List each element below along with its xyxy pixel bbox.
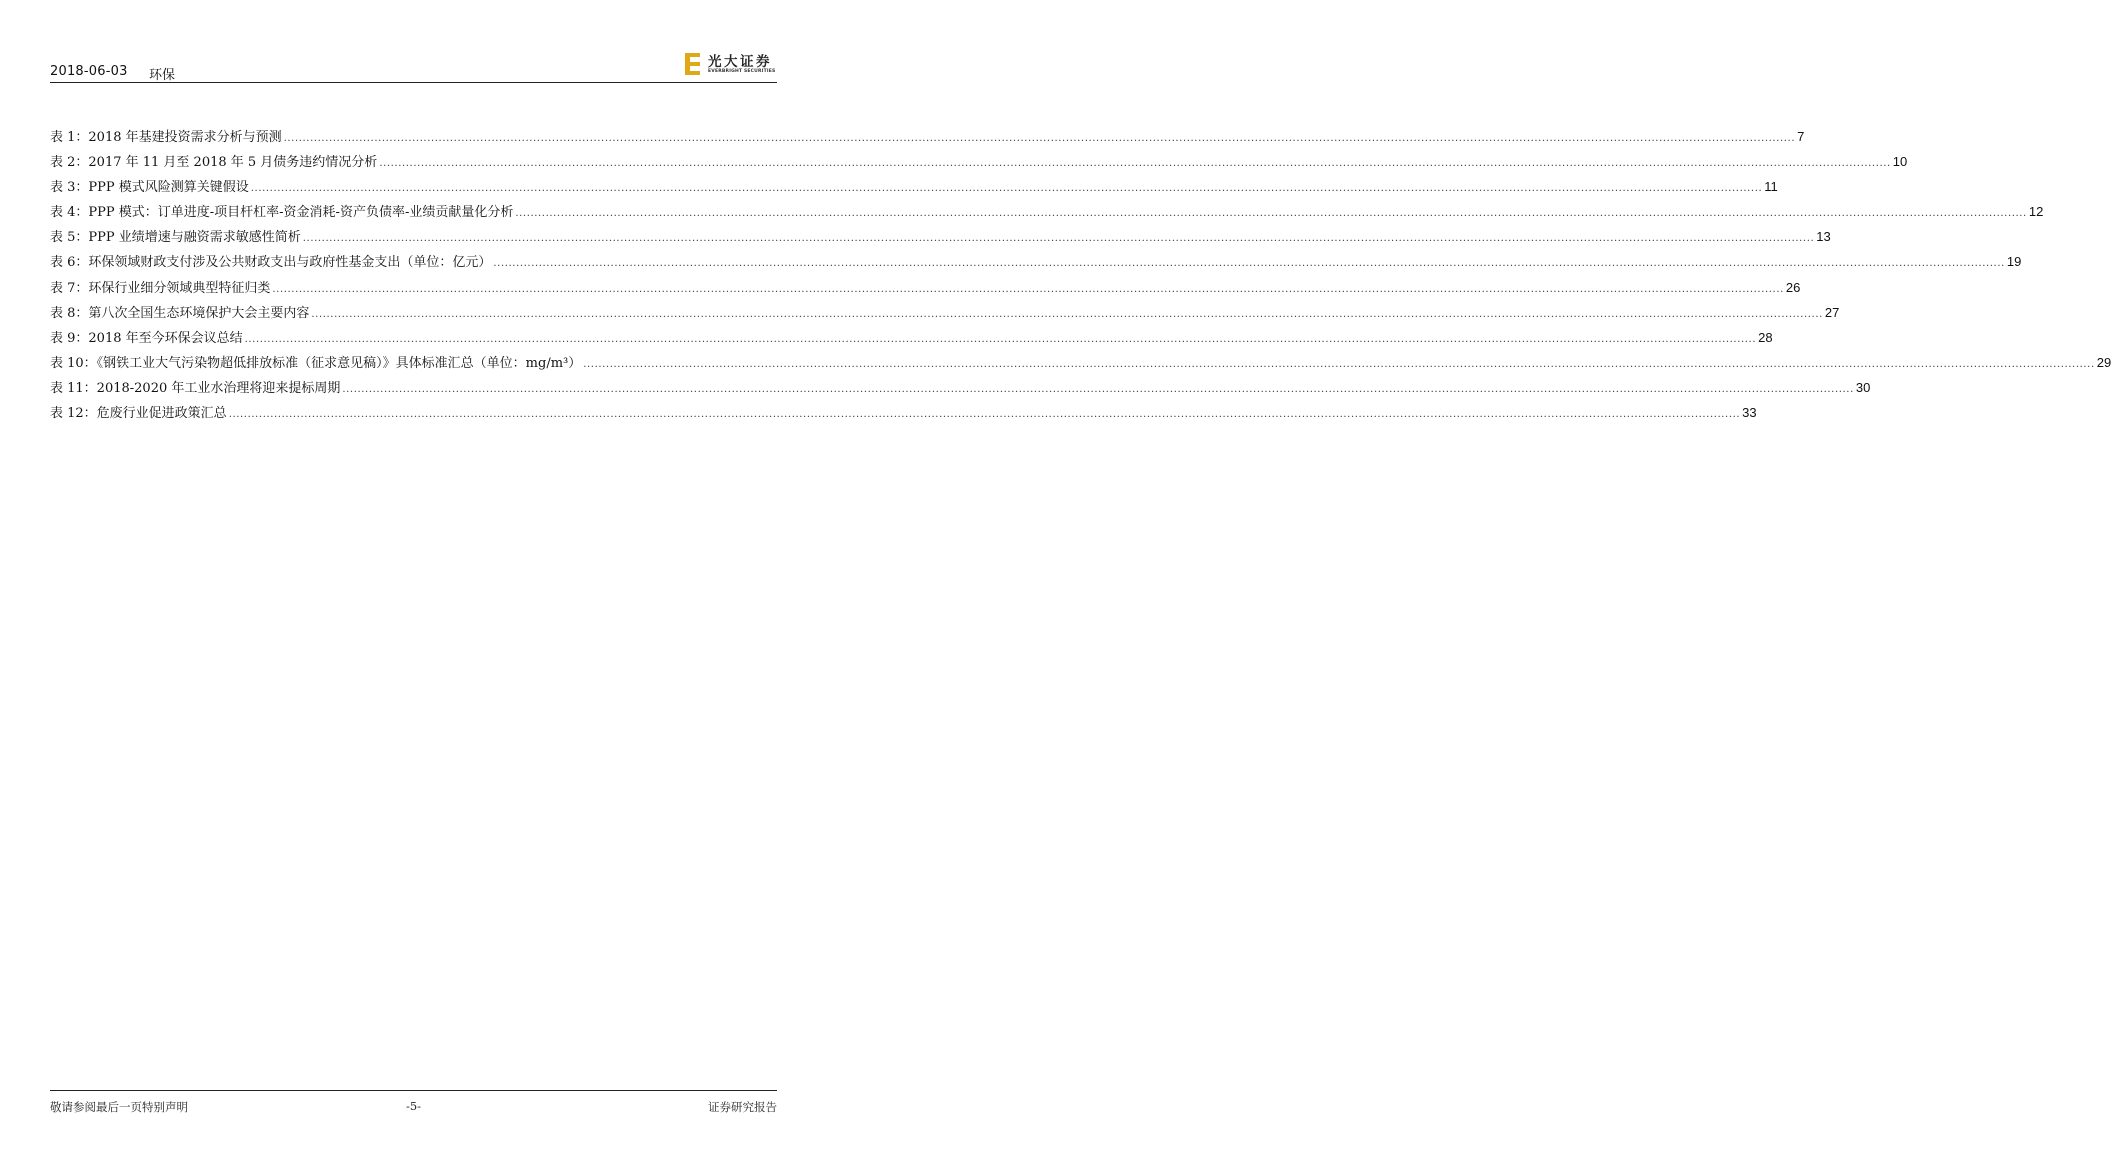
toc-dot-leader: ................................................................................................................................................................................................................................................................................................................................................................................................................	[250, 183, 1763, 195]
toc-entry-label: 表 3：PPP 模式风险测算关键假设	[50, 180, 249, 196]
toc-entry-label: 表 5：PPP 业绩增速与融资需求敏感性简析	[50, 230, 301, 246]
toc-entry[interactable]	[50, 302, 1840, 327]
logo-text-en: EVERBRIGHT SECURITIES	[708, 69, 776, 74]
page-header	[50, 54, 777, 83]
toc-dot-leader: ................................................................................................................................................................................................................................................................................................................................................................................................................	[283, 133, 1796, 144]
toc-dot-leader: ................................................................................................................................................................................................................................................................................................................................................................................................................	[302, 233, 1815, 245]
toc-entry[interactable]	[50, 176, 1778, 201]
toc-entry-label: 表 7：环保行业细分领域典型特征归类	[50, 280, 271, 296]
toc-dot-leader: ................................................................................................................................................................................................................................................................................................................................................................................................................	[228, 409, 1741, 421]
toc-dot-leader: ................................................................................................................................................................................................................................................................................................................................................................................................................	[311, 308, 1823, 320]
toc-entry-label: 表 9：2018 年至今环保会议总结	[50, 330, 243, 346]
toc-dot-leader: ................................................................................................................................................................................................................................................................................................................................................................................................................	[272, 283, 1784, 295]
toc-entry-page: 26	[1785, 279, 1801, 295]
toc-entry-label: 表 8：第八次全国生态环境保护大会主要内容	[50, 305, 310, 321]
toc-entry[interactable]	[50, 277, 1801, 302]
toc-entry-label: 表 11：2018-2020 年工业水治理将迎来提标周期	[50, 380, 341, 396]
report-category: 环保	[149, 68, 176, 83]
toc-entry-label: 表 10：《钢铁工业大气污染物超低排放标准（征求意见稿）》具体标准汇总（单位：mg/m³）	[50, 355, 582, 371]
report-date: 2018-06-03	[50, 64, 128, 79]
toc-dot-leader: ................................................................................................................................................................................................................................................................................................................................................................................................................	[244, 333, 1757, 345]
table-of-tables	[50, 126, 2111, 427]
toc-entry-page: 33	[1742, 405, 1757, 421]
toc-entry-page: 12	[2028, 204, 2044, 220]
toc-entry-label: 表 4：PPP 模式：订单进度-项目杆杠率-资金消耗-资产负债率-业绩贡献量化分析	[50, 205, 514, 221]
toc-entry-page: 30	[1855, 379, 1871, 395]
toc-entry[interactable]	[50, 201, 2044, 226]
toc-entry-label: 表 1：2018 年基建投资需求分析与预测	[50, 130, 282, 145]
toc-entry[interactable]	[50, 352, 2111, 377]
toc-dot-leader: ................................................................................................................................................................................................................................................................................................................................................................................................................	[515, 208, 2027, 220]
toc-dot-leader: ................................................................................................................................................................................................................................................................................................................................................................................................................	[342, 383, 1854, 395]
page-footer	[50, 1090, 777, 1117]
toc-entry[interactable]	[50, 377, 1871, 402]
toc-dot-leader: ................................................................................................................................................................................................................................................................................................................................................................................................................	[583, 358, 2095, 370]
company-logo	[685, 51, 777, 81]
toc-entry[interactable]	[50, 151, 1908, 176]
toc-entry-page: 11	[1764, 179, 1778, 195]
toc-entry-page: 19	[2006, 254, 2022, 270]
page-number: -5-	[405, 1099, 422, 1113]
toc-entry-label: 表 2：2017 年 11 月至 2018 年 5 月债务违约情况分析	[50, 155, 378, 171]
toc-entry-page: 28	[1758, 329, 1773, 345]
toc-entry-page: 10	[1892, 154, 1908, 170]
toc-dot-leader: ................................................................................................................................................................................................................................................................................................................................................................................................................	[493, 258, 2005, 270]
report-type: 证券研究报告	[708, 1100, 777, 1114]
toc-entry-page: 29	[2096, 354, 2111, 370]
disclaimer-note: 敬请参阅最后一页特别声明	[50, 1100, 188, 1114]
logo-mark-icon	[685, 53, 700, 75]
toc-entry-page: 7	[1797, 129, 1805, 144]
toc-entry[interactable]	[50, 402, 1757, 427]
toc-entry-label: 表 12：危废行业促进政策汇总	[50, 406, 227, 422]
toc-entry-page: 13	[1816, 229, 1831, 245]
toc-entry-page: 27	[1824, 304, 1840, 320]
toc-entry-label: 表 6：环保领域财政支付涉及公共财政支出与政府性基金支出（单位：亿元）	[50, 255, 492, 271]
toc-entry[interactable]	[50, 327, 1773, 352]
toc-entry[interactable]	[50, 226, 1831, 251]
toc-entry[interactable]	[50, 126, 1805, 151]
toc-entry[interactable]	[50, 251, 2022, 276]
toc-dot-leader: ................................................................................................................................................................................................................................................................................................................................................................................................................	[379, 158, 1891, 170]
logo-text-cn: 光大证券	[708, 54, 772, 70]
